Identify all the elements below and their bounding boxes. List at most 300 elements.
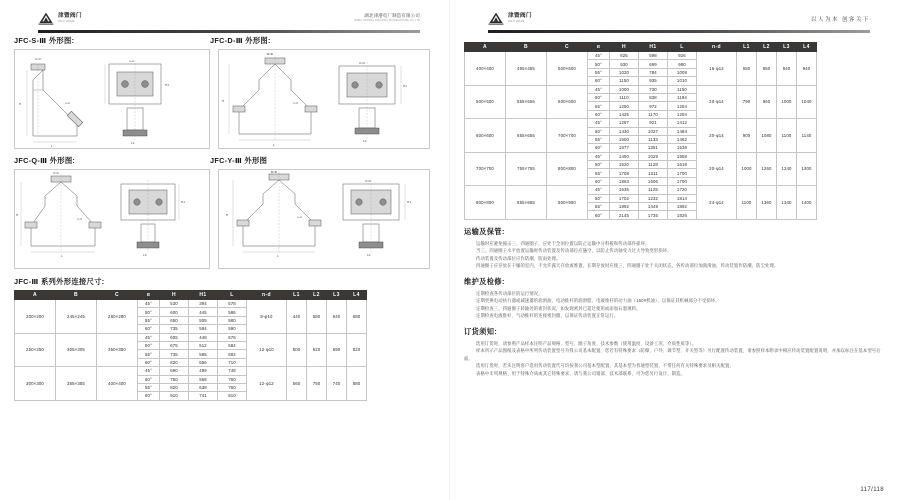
column-header-h1: H1 — [639, 43, 668, 52]
cell-angle: 60° — [138, 325, 160, 333]
brand-name-en: JINJI VALVE — [58, 19, 75, 23]
cell-angle: 55° — [138, 350, 160, 358]
cell-a: 300×300 — [15, 367, 56, 401]
cell-angle: 60° — [588, 110, 610, 118]
cell-l: 760 — [218, 375, 247, 383]
cell-h1: 394 — [189, 300, 218, 308]
cell-h1: 448 — [189, 333, 218, 341]
brand-name-cn: 津暨阀门 — [508, 12, 532, 19]
cell-h: 1863 — [610, 177, 639, 185]
table-row — [465, 186, 817, 194]
cell-h1: 505 — [189, 316, 218, 324]
svg-text:C×C: C×C — [359, 61, 366, 65]
section-2-paragraph-1: 样本所示产品图纸及表格中所列传动装置型号为我公司基本配置，您若有特殊要求（防爆、户外、调节型、开关型等）另行配置传动装置，请参照样本附录中相应传动装置配置说明，并加以标注在基本型号后面。 — [464, 348, 881, 361]
svg-text:C×C: C×C — [365, 179, 372, 183]
cell-angle: 55° — [588, 102, 610, 110]
cell-a: 400×400 — [465, 52, 506, 86]
cell-l1: 560 — [287, 367, 307, 401]
cell-h: 1110 — [610, 93, 639, 101]
column-header-l: L — [668, 43, 697, 52]
cell-l3: 1100 — [777, 119, 797, 153]
cell-h1: 445 — [189, 308, 218, 316]
drawing-jfc-s-3 — [14, 49, 210, 149]
svg-text:H: H — [19, 102, 22, 106]
table-row — [15, 333, 367, 341]
brand-logo — [38, 12, 82, 25]
cell-h1: 1029 — [639, 152, 668, 160]
cell-angle: 50° — [588, 194, 610, 202]
cell-l: 1462 — [668, 135, 697, 143]
cell-h1: 741 — [189, 392, 218, 400]
column-header-l2: L2 — [757, 43, 777, 52]
cell-l4: 940 — [797, 52, 817, 86]
section-1-paragraph-3: 定期检查电液推杆、气动推杆的连接密封圈，以保证传动装置正常运行。 — [476, 313, 619, 319]
cell-l4: 1400 — [797, 186, 817, 220]
cell-h1: 594 — [189, 325, 218, 333]
cell-h1: 1133 — [639, 135, 668, 143]
section-0-paragraph-3: 四通圈子应存放在干燥的室内，不允许露天存放或堆置，长期存放时应使三、四通圈子处于关闭状态，各传动部位加润滑油，传动装置作防潮、防尘处理。 — [476, 263, 779, 269]
cell-angle: 60° — [588, 177, 610, 185]
cell-h1: 935 — [639, 77, 668, 85]
brand-logo-right — [488, 12, 532, 25]
page-folio: 117/118 — [860, 487, 884, 493]
cell-angle: 55° — [588, 68, 610, 76]
table-row — [465, 52, 817, 60]
company-slogan: 以人为本 创客关下 — [810, 17, 870, 23]
svg-text:H: H — [222, 99, 225, 103]
table-row — [465, 85, 817, 93]
cell-l: 1484 — [668, 127, 697, 135]
cell-h: 1425 — [610, 110, 639, 118]
cell-l2: 1260 — [757, 152, 777, 186]
cell-a: 250×250 — [15, 333, 56, 367]
column-header-l1: L1 — [287, 291, 307, 300]
drawing-row-2 — [14, 169, 436, 269]
cell-h1: 598 — [639, 52, 668, 60]
cell-b: 655×655 — [506, 119, 547, 153]
cell-n-d: 8-φ10 — [247, 300, 287, 334]
section-heading-0: 运输及保管: — [464, 226, 505, 236]
cell-l: 1558 — [668, 152, 697, 160]
cell-l: 926 — [668, 52, 697, 60]
cell-l1: 1000 — [737, 152, 757, 186]
cell-angle: 45° — [588, 85, 610, 93]
cell-n-d: 20-φ14 — [697, 85, 737, 119]
drawing-title-jfc-d-3: JFC-D-Ⅲ 外形图: — [210, 36, 271, 45]
svg-text:L: L — [61, 254, 63, 258]
cell-angle: 50° — [588, 127, 610, 135]
cell-h: 1708 — [610, 169, 639, 177]
section-1-paragraph-1: 定期更换电动执行器或减速器的润滑油、电动推杆的润滑脂、电液推杆的动力油（150#机油），以保证其机械部分不受损坏。 — [476, 298, 720, 304]
cell-h1: 1027 — [639, 127, 668, 135]
svg-text:H1: H1 — [181, 200, 185, 204]
drawing-title-jfc-y-3: JFC-Y-Ⅲ 外形图 — [210, 156, 268, 165]
section-2-paragraph-0: 选用订货时，请参照产品样本注明产品规格、型号、圈子角度、技术参数（使用温度、设备工况、介质性质等）。 — [476, 340, 697, 346]
cell-h: 820 — [160, 358, 189, 366]
cell-b: 855×855 — [506, 186, 547, 220]
cell-h: 750 — [160, 375, 189, 383]
cell-l2: 620 — [307, 333, 327, 367]
right-text-sections — [464, 227, 886, 378]
column-header-l4: L4 — [797, 43, 817, 52]
cell-h1: 972 — [639, 102, 668, 110]
column-header-l4: L4 — [347, 291, 367, 300]
cell-a: 200×200 — [15, 300, 56, 334]
cell-h: 1297 — [610, 119, 639, 127]
cell-l4: 1140 — [797, 119, 817, 153]
right-dimension-table — [464, 42, 817, 220]
column-header-h1: H1 — [189, 291, 218, 300]
cell-h: 1000 — [610, 85, 639, 93]
cell-c: 400×400 — [97, 367, 138, 401]
section-0-paragraph-1: 当三、四通圈子水平放置运输时传动装置及传动部位应悬空，以防止传动轴受力过大导致变形损坏。 — [476, 248, 672, 254]
company-name-cn: 湖北津港电厂制造有限公司 — [364, 13, 420, 18]
cell-h: 1430 — [610, 127, 639, 135]
cell-l: 1618 — [668, 161, 697, 169]
svg-text:C×C: C×C — [53, 171, 60, 175]
cell-l1: 790 — [737, 85, 757, 119]
column-header-n-d: n-d — [697, 43, 737, 52]
cell-l: 1412 — [668, 119, 697, 127]
left-page-header — [14, 10, 436, 36]
cell-h: 600 — [160, 308, 189, 316]
drawing-jfc-q-3 — [14, 169, 210, 269]
cell-h: 2145 — [610, 211, 639, 219]
table-row — [465, 119, 817, 127]
cell-h: 1250 — [610, 102, 639, 110]
cell-angle: 45° — [588, 186, 610, 194]
cell-angle: 45° — [588, 119, 610, 127]
cell-h: 1020 — [610, 68, 639, 76]
svg-text:B×B: B×B — [271, 170, 277, 174]
cell-h1: 1170 — [639, 110, 668, 118]
svg-text:L3: L3 — [143, 253, 147, 257]
cell-n-d: 24-φ14 — [697, 186, 737, 220]
cell-c: 280×280 — [97, 300, 138, 334]
cell-angle: 60° — [138, 358, 160, 366]
cell-l: 1720 — [668, 186, 697, 194]
table-row — [465, 152, 817, 160]
cell-a: 600×600 — [465, 119, 506, 153]
svg-text:L4: L4 — [367, 253, 371, 257]
cell-h1: 1735 — [639, 211, 668, 219]
left-dimension-table — [14, 290, 367, 401]
drawing-titles-row-1 — [14, 36, 436, 46]
table-header-row — [465, 43, 817, 52]
cell-l: 980 — [668, 60, 697, 68]
cell-l4: 680 — [347, 300, 367, 334]
cell-h1: 1351 — [639, 144, 668, 152]
svg-text:n-d: n-d — [77, 217, 82, 221]
cell-b: 555×555 — [506, 85, 547, 119]
column-header-n-d: n-d — [247, 291, 287, 300]
cell-h1: 921 — [639, 119, 668, 127]
drawing-row-1 — [14, 49, 436, 149]
cell-angle: 55° — [588, 169, 610, 177]
cell-angle: 55° — [588, 203, 610, 211]
mountain-triangle-logo-icon — [38, 12, 54, 25]
cell-l3: 740 — [327, 367, 347, 401]
column-header-a: A — [15, 291, 56, 300]
cell-l: 692 — [218, 350, 247, 358]
column-header--: α — [138, 291, 160, 300]
cell-l: 710 — [218, 358, 247, 366]
cell-angle: 45° — [588, 52, 610, 60]
drawing-title-jfc-q-3: JFC-Q-Ⅲ 外形图: — [14, 156, 76, 165]
svg-text:H: H — [16, 213, 19, 217]
column-header-l: L — [218, 291, 247, 300]
brand-name-cn: 津暨阀门 — [58, 12, 82, 19]
cell-l: 586 — [218, 308, 247, 316]
cell-angle: 50° — [138, 308, 160, 316]
cell-h: 1520 — [610, 161, 639, 169]
cell-l2: 750 — [307, 367, 327, 401]
cell-b: 355×355 — [56, 367, 97, 401]
cell-h1: 638 — [189, 383, 218, 391]
cell-angle: 55° — [588, 135, 610, 143]
cell-l3: 1240 — [777, 152, 797, 186]
cell-h: 910 — [160, 392, 189, 400]
drawing-title-jfc-s-3: JFC-S-Ⅲ 外形图: — [14, 36, 75, 45]
svg-text:L: L — [51, 144, 53, 148]
cell-l: 1264 — [668, 102, 697, 110]
cell-h: 530 — [160, 300, 189, 308]
cell-l: 1010 — [668, 77, 697, 85]
table-header-row — [15, 291, 367, 300]
cell-a: 800×800 — [465, 186, 506, 220]
right-page — [450, 0, 900, 500]
cell-angle: 45° — [138, 300, 160, 308]
cell-c: 350×350 — [97, 333, 138, 367]
column-header-c: C — [547, 43, 588, 52]
cell-l: 760 — [218, 383, 247, 391]
cell-l3: 1340 — [777, 186, 797, 220]
svg-text:H1: H1 — [165, 83, 169, 87]
cell-h: 1500 — [610, 135, 639, 143]
section-heading-1: 维护及检修: — [464, 276, 505, 286]
column-header-a: A — [465, 43, 506, 52]
section-2-paragraph-2: 选用订货时，若未注明客户选用传动装置代号均按我公司基本型配置，其基本型为普通型装置，不带任何有关特殊要求及相关配置。 — [476, 363, 734, 369]
cell-angle: 60° — [588, 211, 610, 219]
cell-h1: 656 — [189, 358, 218, 366]
company-name-en: HUBEI JINJIANG ELECTRIC MANUFACTURE CO.,LTD — [353, 18, 420, 22]
cell-n-d: 12-φ10 — [247, 333, 287, 367]
cell-c: 500×500 — [547, 52, 588, 86]
cell-l: 580 — [218, 316, 247, 324]
column-header-b: B — [56, 291, 97, 300]
column-header-l3: L3 — [777, 43, 797, 52]
cell-l: 1700 — [668, 169, 697, 177]
cell-h1: 730 — [639, 85, 668, 93]
cell-l1: 440 — [287, 300, 307, 334]
cell-l: 684 — [218, 341, 247, 349]
left-table-title: JFC-Ⅲ 系列外形连接尺寸: — [14, 277, 105, 286]
cell-h: 675 — [160, 341, 189, 349]
cell-h: 1450 — [610, 152, 639, 160]
column-header-b: B — [506, 43, 547, 52]
cell-angle: 50° — [588, 161, 610, 169]
cell-l: 748 — [218, 367, 247, 375]
cell-angle: 45° — [138, 367, 160, 375]
cell-l2: 580 — [307, 300, 327, 334]
section-2-paragraph-3: 表格中未列规格、用于特殊介质或其它特殊要求，请与我公司销部、技术部联系，可为您另行设计、制造。 — [476, 371, 685, 376]
svg-text:L: L — [277, 254, 279, 258]
column-header--: α — [588, 43, 610, 52]
cell-h: 1892 — [610, 203, 639, 211]
cell-h: 1635 — [610, 186, 639, 194]
column-header-h: H — [610, 43, 639, 52]
svg-text:L2: L2 — [363, 139, 367, 143]
cell-angle: 45° — [588, 152, 610, 160]
cell-h: 735 — [160, 325, 189, 333]
cell-b: 305×305 — [56, 333, 97, 367]
cell-h: 930 — [610, 60, 639, 68]
cell-h1: 499 — [189, 367, 218, 375]
cell-n-d: 20-φ14 — [697, 119, 737, 153]
cell-l1: 500 — [287, 333, 307, 367]
mountain-triangle-logo-icon — [488, 12, 504, 25]
cell-h: 825 — [610, 52, 639, 60]
cell-h1: 1449 — [639, 203, 668, 211]
cell-a: 700×700 — [465, 152, 506, 186]
cell-n-d: 16-φ12 — [697, 52, 737, 86]
cell-angle: 50° — [588, 93, 610, 101]
column-header-l3: L3 — [327, 291, 347, 300]
cell-l4: 880 — [347, 367, 367, 401]
cell-l: 1826 — [668, 211, 697, 219]
cell-b: 245×245 — [56, 300, 97, 334]
cell-h1: 1128 — [639, 161, 668, 169]
right-page-header — [464, 10, 886, 36]
cell-angle: 50° — [138, 341, 160, 349]
cell-l3: 640 — [327, 300, 347, 334]
cell-h1: 1506 — [639, 177, 668, 185]
cell-l1: 1100 — [737, 186, 757, 220]
cell-h: 650 — [160, 316, 189, 324]
cell-angle: 50° — [138, 375, 160, 383]
cell-l: 1008 — [668, 68, 697, 76]
cell-b: 455×455 — [506, 52, 547, 86]
company-name — [354, 14, 420, 22]
svg-text:H: H — [226, 213, 229, 217]
header-rule — [38, 30, 420, 33]
section-0-paragraph-0: 运输时应避免撞击三、四通圈子，应处于全闭位置以防止运输中分料板和传动部件损坏。 — [476, 240, 650, 246]
cell-h: 690 — [160, 367, 189, 375]
cell-l4: 1300 — [797, 152, 817, 186]
svg-text:L1: L1 — [131, 141, 135, 145]
right-dimension-table-wrap — [464, 42, 886, 220]
section-heading-2: 订货须知: — [464, 326, 498, 336]
cell-l: 578 — [218, 300, 247, 308]
cell-l: 810 — [218, 392, 247, 400]
cell-l3: 840 — [777, 52, 797, 86]
svg-text:n-d: n-d — [297, 215, 302, 219]
cell-l2: 850 — [757, 52, 777, 86]
cell-l1: 650 — [737, 52, 757, 86]
svg-text:B×B: B×B — [267, 52, 273, 56]
cell-h: 1677 — [610, 144, 639, 152]
cell-n-d: 20-φ14 — [697, 152, 737, 186]
cell-c: 800×800 — [547, 152, 588, 186]
svg-text:n-d: n-d — [129, 59, 134, 63]
cell-h: 820 — [160, 383, 189, 391]
cell-l2: 1080 — [757, 119, 777, 153]
cell-n-d: 12-φ12 — [247, 367, 287, 401]
cell-l2: 960 — [757, 85, 777, 119]
cell-angle: 60° — [138, 392, 160, 400]
cell-l: 1814 — [668, 194, 697, 202]
cell-l: 1294 — [668, 110, 697, 118]
cell-l1: 900 — [737, 119, 757, 153]
section-0-paragraph-2: 传动装置及传动部位应作防潮、防雨处理。 — [476, 255, 561, 261]
table-row — [15, 300, 367, 308]
cell-angle: 55° — [138, 383, 160, 391]
svg-text:L: L — [273, 143, 275, 147]
brand-name-en: JINJI VALVE — [508, 19, 525, 23]
cell-h1: 1125 — [639, 186, 668, 194]
column-header-l1: L1 — [737, 43, 757, 52]
cell-h1: 699 — [639, 60, 668, 68]
svg-text:n-d: n-d — [293, 101, 298, 105]
cell-l: 1150 — [668, 85, 697, 93]
cell-h: 735 — [160, 350, 189, 358]
cell-angle: 50° — [588, 60, 610, 68]
cell-angle: 60° — [588, 144, 610, 152]
cell-l: 1536 — [668, 144, 697, 152]
cell-l2: 1360 — [757, 186, 777, 220]
svg-text:n-d: n-d — [65, 101, 70, 105]
cell-b: 755×755 — [506, 152, 547, 186]
svg-text:H1: H1 — [403, 84, 407, 88]
cell-h1: 784 — [639, 68, 668, 76]
cell-l: 1892 — [668, 203, 697, 211]
cell-c: 600×600 — [547, 85, 588, 119]
cell-angle: 55° — [138, 316, 160, 324]
drawing-jfc-d-3 — [218, 49, 430, 149]
cell-l: 1700 — [668, 177, 697, 185]
cell-angle: 45° — [138, 333, 160, 341]
cell-h1: 1311 — [639, 169, 668, 177]
column-header-h: H — [160, 291, 189, 300]
header-rule — [488, 30, 870, 33]
cell-l: 1194 — [668, 93, 697, 101]
cell-l: 590 — [218, 325, 247, 333]
cell-l3: 1000 — [777, 85, 797, 119]
column-header-l2: L2 — [307, 291, 327, 300]
cell-c: 900×900 — [547, 186, 588, 220]
left-dimension-table-wrap — [14, 290, 436, 401]
cell-h: 1702 — [610, 194, 639, 202]
cell-h: 605 — [160, 333, 189, 341]
cell-h1: 585 — [189, 350, 218, 358]
cell-l3: 690 — [327, 333, 347, 367]
cell-h1: 838 — [639, 93, 668, 101]
cell-l4: 1040 — [797, 85, 817, 119]
drawing-jfc-y-3 — [218, 169, 430, 269]
drawing-titles-row-2 — [14, 156, 436, 166]
table-row — [15, 367, 367, 375]
cell-h: 1150 — [610, 77, 639, 85]
column-header-c: C — [97, 291, 138, 300]
svg-text:H1: H1 — [407, 200, 411, 204]
cell-h1: 568 — [189, 375, 218, 383]
cell-a: 500×500 — [465, 85, 506, 119]
cell-c: 700×700 — [547, 119, 588, 153]
cell-h1: 1232 — [639, 194, 668, 202]
cell-l: 676 — [218, 333, 247, 341]
svg-text:C×C: C×C — [35, 57, 42, 61]
section-1-paragraph-0: 定期检查各传动部位的运行情况。 — [476, 290, 543, 296]
